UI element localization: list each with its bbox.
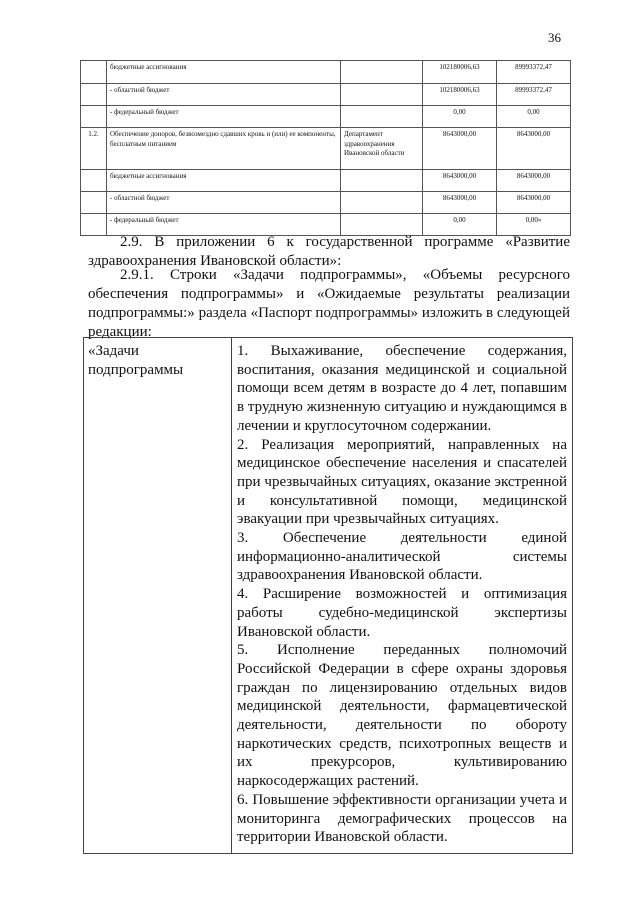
page-number: 36 bbox=[548, 30, 561, 45]
row-name: - федеральный бюджет bbox=[107, 106, 341, 128]
row-value-1: 8643000,00 bbox=[423, 128, 497, 170]
row-executor bbox=[341, 170, 423, 192]
row-value-1: 8643000,00 bbox=[423, 192, 497, 214]
row-value-2: 8643000,00 bbox=[497, 192, 571, 214]
table-row bbox=[81, 106, 571, 128]
task-item: 3. Обеспечение деятельности единой информационно-аналитической системы здравоохранения Ивановской области. bbox=[237, 530, 567, 584]
row-name: - федеральный бюджет bbox=[107, 214, 341, 236]
row-value-2: 0,00 bbox=[497, 106, 571, 128]
row-number bbox=[81, 61, 107, 84]
row-name: бюджетные ассигнования bbox=[107, 170, 341, 192]
row-value-2: 89993372,47 bbox=[497, 84, 571, 106]
row-executor bbox=[341, 61, 423, 84]
task-item: 6. Повышение эффективности организации учета и мониторинга демографических процессов на территории Ивановской области. bbox=[237, 791, 567, 846]
table-row bbox=[81, 128, 571, 170]
row-number bbox=[81, 106, 107, 128]
passport-table bbox=[83, 337, 573, 854]
row-number bbox=[81, 84, 107, 106]
task-item: 5. Исполнение переданных полномочий Российской Федерации в сфере охраны здоровья граждан по лицензированию отдельных видов медицинской деятельности, фармацевтической деятельности, деятельности по обороту наркотических средств, психотропных веществ и их прекурсоров, культивированию наркосодержащих растений. bbox=[237, 642, 567, 790]
row-number bbox=[81, 192, 107, 214]
row-executor: Департамент здравоохранения Ивановской области bbox=[341, 128, 423, 170]
table-row bbox=[81, 170, 571, 192]
row-value-1: 0,00 bbox=[423, 106, 497, 128]
paragraph-2-9-1 bbox=[88, 266, 570, 342]
row-value-1: 102180006,63 bbox=[423, 61, 497, 84]
table-row bbox=[81, 84, 571, 106]
paragraph-line: здравоохранения Ивановской области»: bbox=[88, 253, 342, 269]
paragraph-line: подпрограммы:» раздела «Паспорт подпрограммы» изложить в следующей bbox=[88, 305, 570, 321]
passport-tasks bbox=[232, 338, 573, 854]
passport-label: «Задачи подпрограммы bbox=[84, 338, 232, 854]
row-value-2: 8643000,00 bbox=[497, 128, 571, 170]
paragraph-line: редакции: bbox=[88, 324, 152, 340]
paragraph-line: 2.9. В приложении 6 к государственной программе «Развитие bbox=[120, 234, 570, 250]
task-item: 1. Выхаживание, обеспечение содержания, воспитания, оказания медицинской и социальной помощи всем детям в возрасте до 4 лет, попавшим в трудную жизненную ситуацию и нуждающимся в лечении и круглосуточном содержании. bbox=[237, 343, 567, 434]
row-value-1: 102180006,63 bbox=[423, 84, 497, 106]
task-item: 4. Расширение возможностей и оптимизация работы судебно-медицинской экспертизы Ивановской области. bbox=[237, 586, 567, 640]
row-value-1: 8643000,00 bbox=[423, 170, 497, 192]
row-name: - областной бюджет bbox=[107, 84, 341, 106]
task-item: 2. Реализация мероприятий, направленных на медицинское обеспечение населения и спасателей при чрезвычайных ситуациях, оказание экстренной и консультативной помощи, медицинской эвакуации при чрезвычайных ситуациях. bbox=[237, 436, 567, 528]
row-number bbox=[81, 170, 107, 192]
row-executor bbox=[341, 192, 423, 214]
row-value-2: 89993372,47 bbox=[497, 61, 571, 84]
row-number: 1.2. bbox=[81, 128, 107, 170]
table-row bbox=[84, 338, 573, 854]
table-row bbox=[81, 61, 571, 84]
row-value-2: 8643000,00 bbox=[497, 170, 571, 192]
paragraph-line: обеспечения подпрограммы» и «Ожидаемые результаты реализации bbox=[88, 286, 570, 302]
table-row bbox=[81, 192, 571, 214]
finance-table bbox=[80, 60, 571, 236]
paragraph-line: 2.9.1. Строки «Задачи подпрограммы», «Объемы ресурсного bbox=[120, 267, 570, 283]
row-value-1: 0,00 bbox=[423, 214, 497, 236]
row-name: бюджетные ассигнования bbox=[107, 61, 341, 84]
row-executor bbox=[341, 106, 423, 128]
row-name: Обеспечение доноров, безвозмездно сдавших кровь и (или) ее компоненты, бесплатным питанием bbox=[107, 128, 341, 170]
row-name: - областной бюджет bbox=[107, 192, 341, 214]
row-value-2: 0,00» bbox=[497, 214, 571, 236]
row-executor bbox=[341, 84, 423, 106]
